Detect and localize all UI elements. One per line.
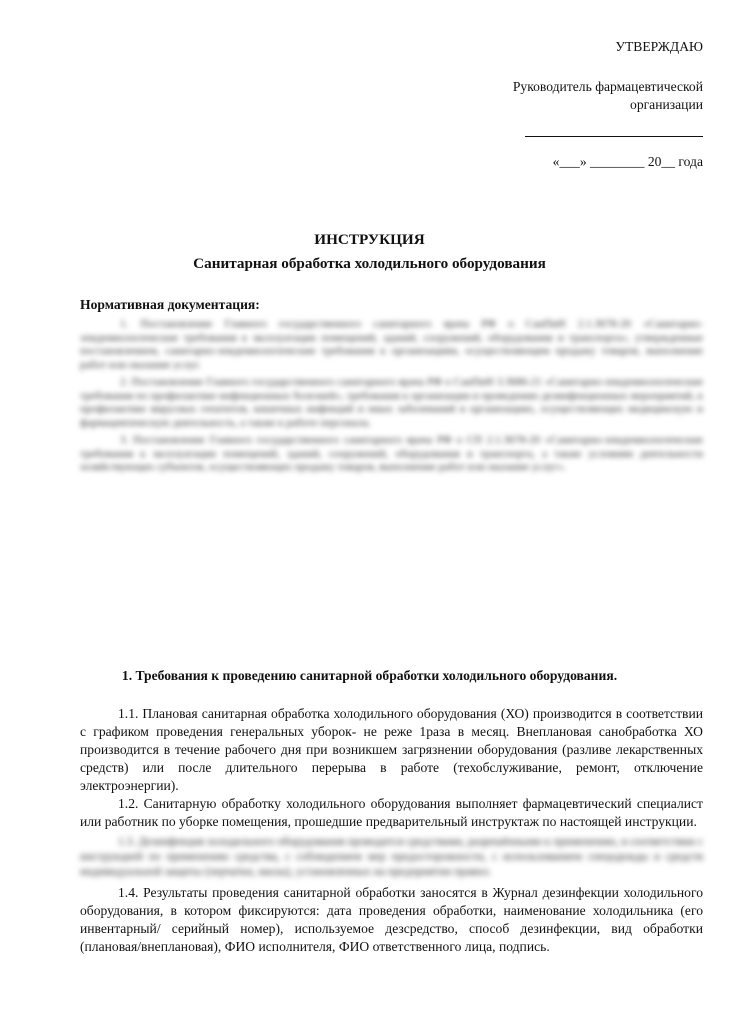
- approval-block: [513, 38, 703, 171]
- approval-role-line2: организации: [630, 97, 703, 112]
- document-subtitle: Санитарная обработка холодильного оборудования: [193, 255, 546, 272]
- normative-item: 2. Постановление Главного государственного санитарного врача РФ о СанПиН 3.3686-21 «Санитарно-эпидемиологические требования по профилактике инфекционных болезней», требования к организации и проведению дезинфекционных мероприятий, к профилактике вирусных гепатитов, кишечных инфекций и иных заболеваний в организациях, осуществляющих медицинскую и фармацевтическую деятельность, а также к работе персонала.: [80, 376, 703, 429]
- signature-line: [525, 136, 703, 137]
- document-title-block: [0, 228, 739, 276]
- section1-heading: 1. Требования к проведению санитарной обработки холодильного оборудования.: [121, 668, 618, 683]
- approval-date-line: «___» ________ 20__ года: [552, 154, 703, 169]
- approval-stamp: УТВЕРЖДАЮ: [615, 39, 703, 54]
- approval-role-line1: Руководитель фармацевтической: [512, 79, 703, 94]
- normative-list: [80, 318, 703, 479]
- section1-paragraph-4: 1.4. Результаты проведения санитарной обработки заносятся в Журнал дезинфекции холодильного оборудования, в котором фиксируются: дата проведения обработки, наименование холодильника (его инвентарный/ серийный номер), используемое дезсредство, способ дезинфекции, вид обработки (плановая/внеплановая), ФИО исполнителя, ФИО ответственного лица, подпись.: [80, 885, 703, 954]
- section1-body: [80, 705, 703, 956]
- normative-item: 3. Постановление Главного государственного санитарного врача РФ о СП 2.1.3678-20 «Санитарно-эпидемиологические требования к эксплуатации помещений, зданий, сооружений, оборудования и транспорта, а также условиям деятельности хозяйствующих субъектов, осуществляющих продажу товаров, выполнение работ или оказание услуг».: [80, 434, 703, 473]
- normative-heading: Нормативная документация:: [80, 297, 260, 312]
- section1-paragraph-1: 1.1. Плановая санитарная обработка холодильного оборудования (ХО) производится в соответствии с графиком проведения генеральных уборок- не реже 1раза в месяц. Внеплановая санобработка ХО производится в течение рабочего дня при возникшем загрязнении оборудования (разливе лекарственных средств) или после длительного перерыва в работе (техобслуживание, ремонт, отключение электроэнергии).: [80, 706, 703, 793]
- section1-paragraph-2: 1.2. Санитарную обработку холодильного оборудования выполняет фармацевтический специалист или работник по уборке помещения, прошедшие предварительный инструктаж по настоящей инструкции.: [80, 796, 703, 829]
- normative-item: 1. Постановление Главного государственного санитарного врача РФ о СанПиН 2.1.3678-20 «Санитарно-эпидемиологические требования к эксплуатации помещений, зданий, сооружений, оборудования и транспорта», утвержденные постановлением, санитарно-эпидемиологические требования к организациям, осуществляющим продажу товаров, выполнение работ или оказание услуг.: [80, 318, 703, 371]
- section1-paragraph-3: 1.3. Дезинфекция холодильного оборудования проводится средствами, разрешёнными к применению, в соответствии с инструкцией по применению средства, с соблюдением мер предосторожности, с использованием спецодежды и средств индивидуальной защиты (перчатки, маска), установленных на предприятии правил.: [80, 836, 703, 878]
- document-title: ИНСТРУКЦИЯ: [314, 231, 425, 248]
